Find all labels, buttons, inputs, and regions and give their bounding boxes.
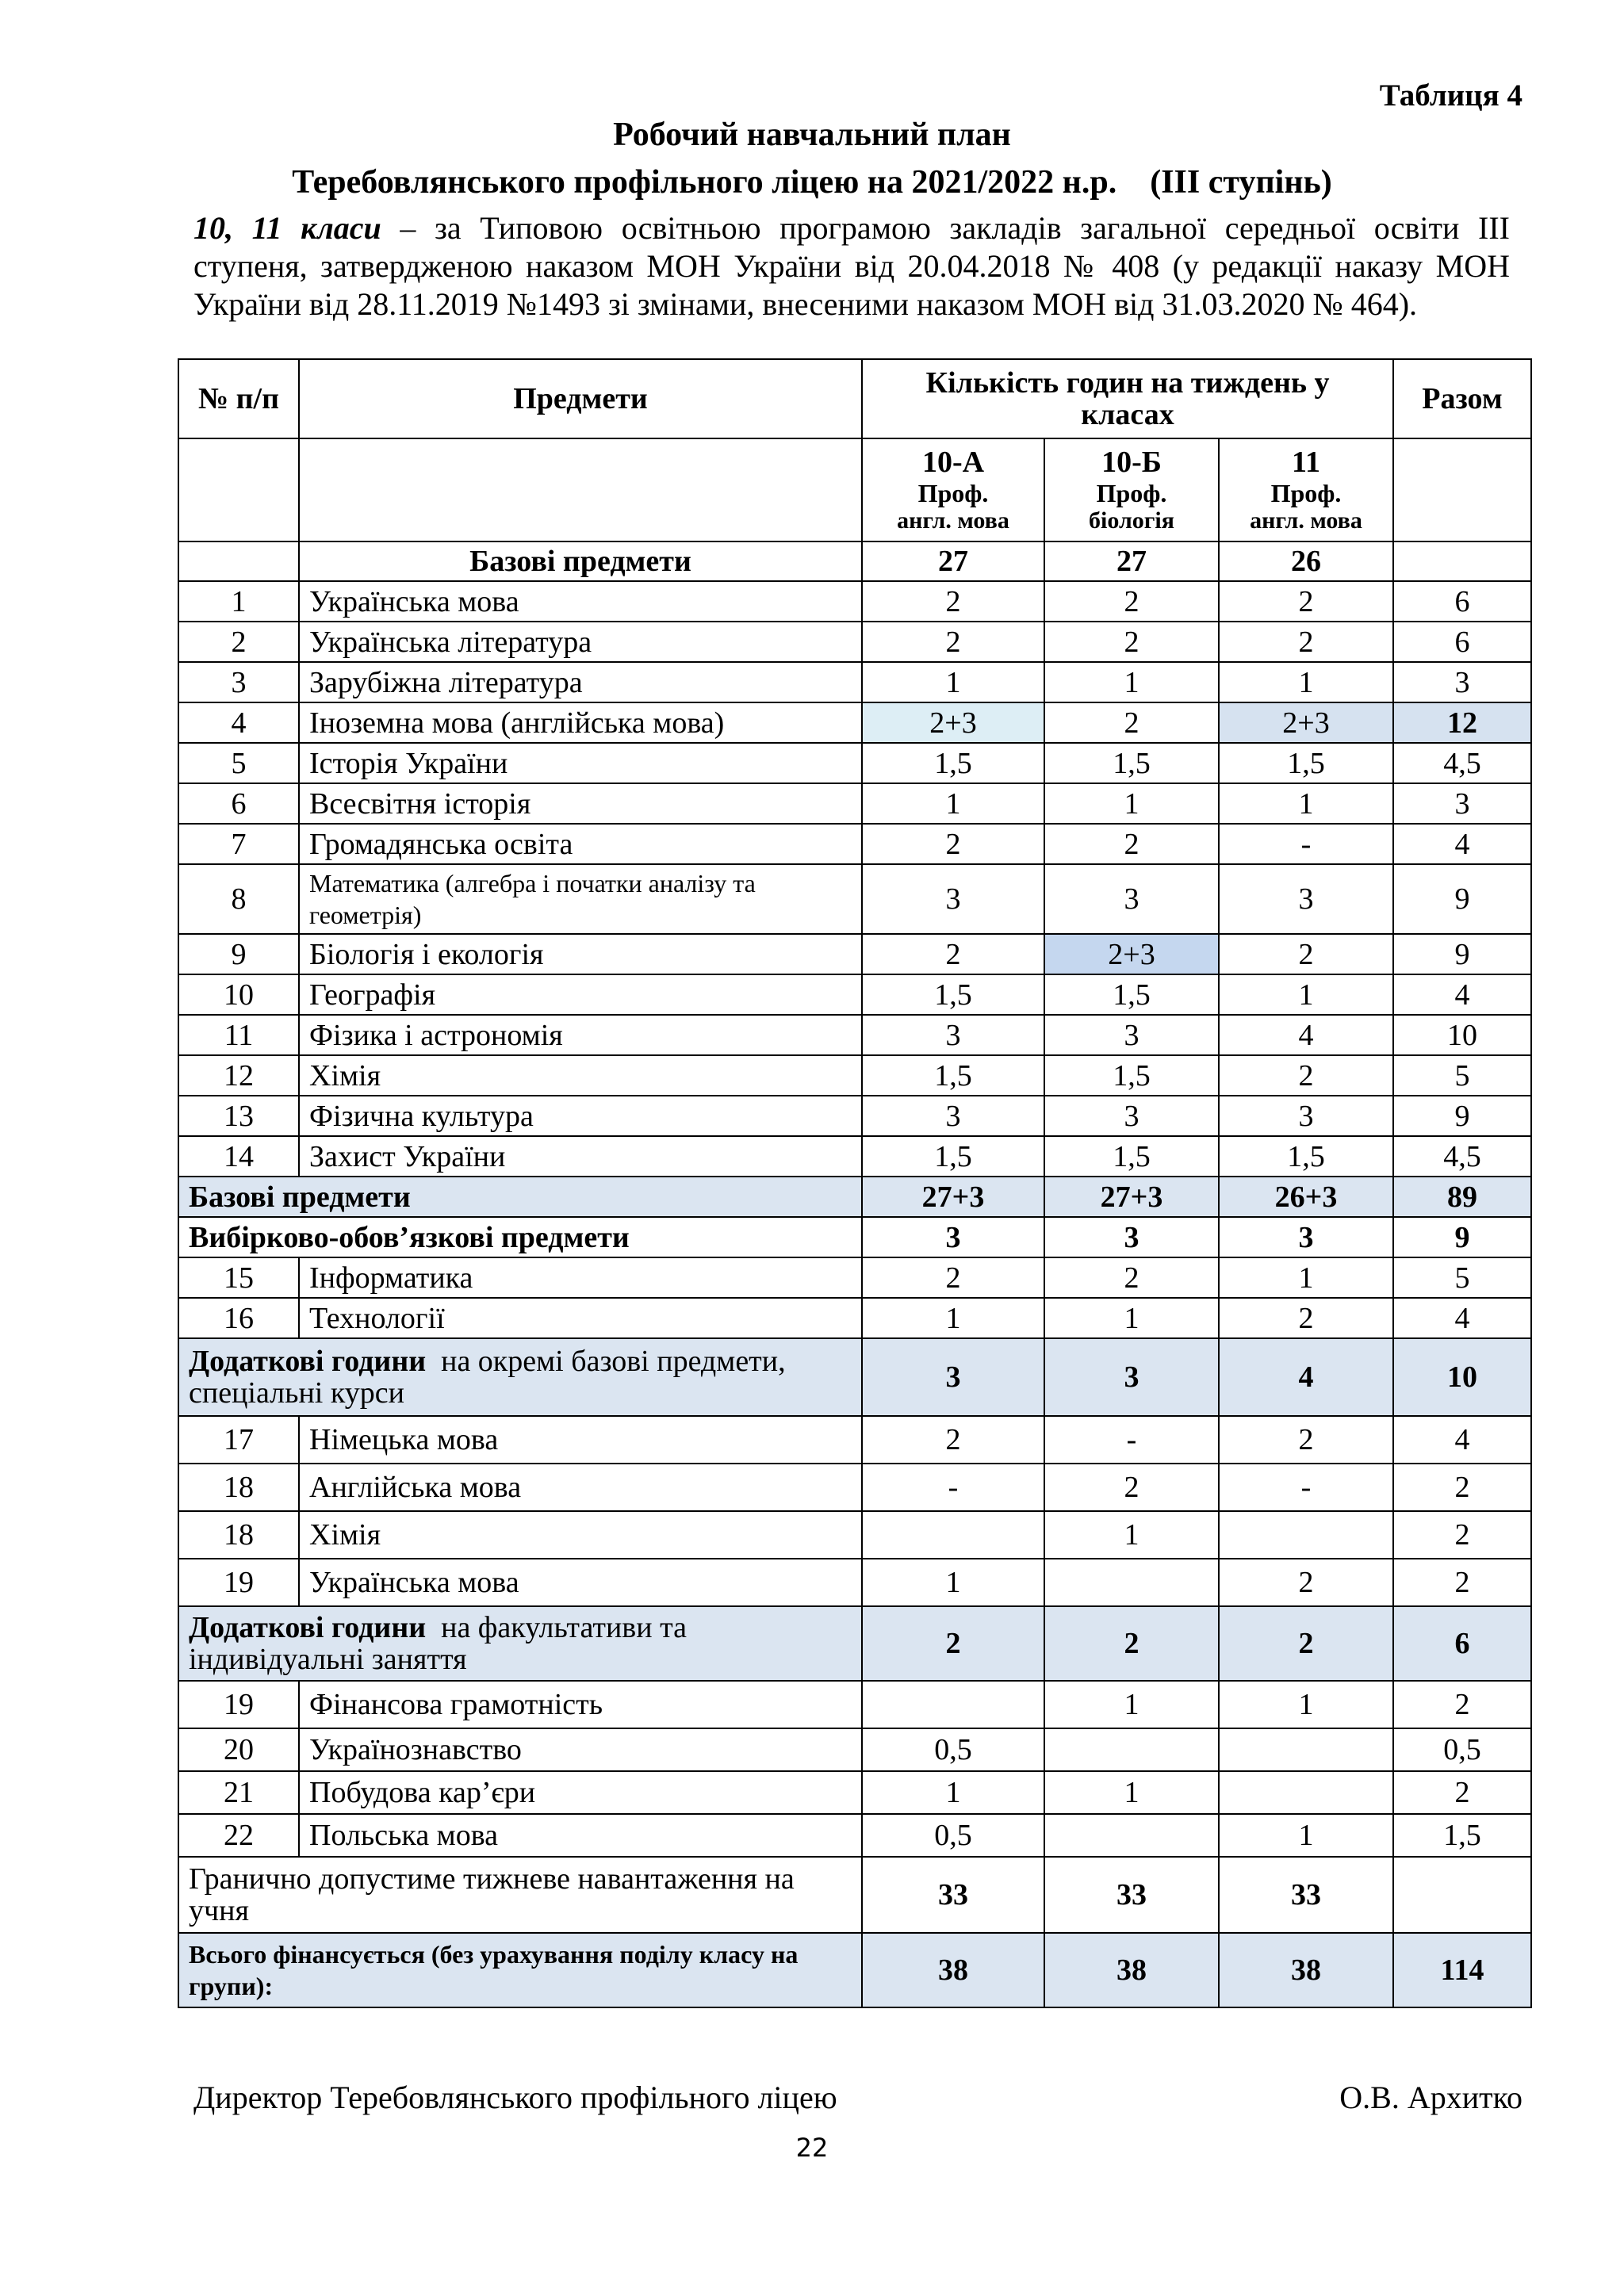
hours-10a: 1 [862,1771,1044,1814]
intro-paragraph [193,209,1510,323]
hours-total: 2 [1393,1771,1531,1814]
hours-11: 38 [1219,1933,1393,2007]
hours-total: 0,5 [1393,1728,1531,1771]
hours-total: 5 [1393,1055,1531,1096]
hours-11: 1 [1219,1681,1393,1728]
hours-10b: 1,5 [1044,974,1219,1015]
max-load-row [178,1857,1531,1933]
subject-row [178,1681,1531,1728]
subject-row [178,1298,1531,1338]
class-10b: 10-Б Проф. біологія [1044,438,1219,541]
subject-name: Технології [299,1298,862,1338]
subject-name: Інформатика [299,1257,862,1298]
document-subtitle: Теребовлянського профільного ліцею на 2021/2022 н.р. (ІІІ ступінь) [292,164,1332,201]
hours-10a: 33 [862,1857,1044,1933]
row-number: 4 [178,702,299,743]
hours-10a: 27+3 [862,1177,1044,1217]
hours-10a: 38 [862,1933,1044,2007]
hours-10a: 2 [862,581,1044,622]
max-load-label: Гранично допустиме тижневе навантаження на учня [178,1857,862,1933]
subject-name: Біологія і екологія [299,934,862,974]
hours-10a: 1,5 [862,1136,1044,1177]
hours-total: 2 [1393,1511,1531,1559]
hours-10a: 2 [862,824,1044,864]
subject-name: Українська література [299,622,862,662]
row-number: 22 [178,1814,299,1857]
hours-11 [1219,1511,1393,1559]
hours-total: 9 [1393,1096,1531,1136]
hours-11: 2 [1219,1055,1393,1096]
subject-name: Громадянська освіта [299,824,862,864]
subject-row [178,743,1531,783]
hours-11: 2 [1219,1298,1393,1338]
hours-11: 26+3 [1219,1177,1393,1217]
class-10a: 10-А Проф. англ. мова [862,438,1044,541]
hours-11: 1 [1219,783,1393,824]
hours-total: 6 [1393,581,1531,622]
additional-hours-row [178,1338,1531,1416]
hours-10a: 1,5 [862,1055,1044,1096]
hours-11: 4 [1219,1015,1393,1055]
hours-11: 3 [1219,1217,1393,1257]
hours-total: 2 [1393,1681,1531,1728]
subject-row [178,934,1531,974]
hours-11: 1 [1219,1814,1393,1857]
subject-row [178,662,1531,702]
hours-10b: 2 [1044,1464,1219,1511]
class-11: 11 Проф. англ. мова [1219,438,1393,541]
row-number: 21 [178,1771,299,1814]
subject-name: Всесвітня історія [299,783,862,824]
hours-total: 1,5 [1393,1814,1531,1857]
hours-10b: 2 [1044,824,1219,864]
hours-10a: 1 [862,662,1044,702]
hours-10a: 1 [862,1559,1044,1606]
row-number: 19 [178,1559,299,1606]
hours-10b: 1 [1044,1511,1219,1559]
subject-name: Зарубіжна література [299,662,862,702]
hours-11: 1 [1219,662,1393,702]
row-number: 19 [178,1681,299,1728]
financed-label: Всього фінансується (без урахування поділу класу на групи): [178,1933,862,2007]
hours-10a: 3 [862,864,1044,934]
hours-10b: 33 [1044,1857,1219,1933]
hours-10b: 2 [1044,1257,1219,1298]
hours-total: 12 [1393,702,1531,743]
subject-row [178,1257,1531,1298]
hours-total: 5 [1393,1257,1531,1298]
subject-row [178,783,1531,824]
subject-row [178,864,1531,934]
subject-row [178,1136,1531,1177]
subject-name: Українознавство [299,1728,862,1771]
hours-11: 1 [1219,1257,1393,1298]
hours-10a: 3 [862,1217,1044,1257]
subject-name: Англійська мова [299,1464,862,1511]
page-number: 22 [795,2133,829,2163]
subject-row [178,824,1531,864]
hours-10a: 3 [862,1096,1044,1136]
hours-10a: 1,5 [862,743,1044,783]
base-total-row-label: Базові предмети [178,1177,862,1217]
subject-row [178,1771,1531,1814]
subject-row [178,1096,1531,1136]
hours-10b [1044,1728,1219,1771]
hours-10a: 2 [862,1257,1044,1298]
hours-total: 4 [1393,1416,1531,1464]
subject-name: Українська мова [299,581,862,622]
subject-row [178,1559,1531,1606]
subject-row [178,581,1531,622]
base-subjects-header-row: Базові предмети 27 27 26 [178,541,1531,581]
hours-10a: 0,5 [862,1728,1044,1771]
empty-cell [1393,541,1531,581]
hours-11: 1,5 [1219,743,1393,783]
hours-10a: 2 [862,934,1044,974]
subject-name: Фінансова грамотність [299,1681,862,1728]
header-total: Разом [1393,359,1531,438]
hours-total: 6 [1393,1606,1531,1681]
hours-10b: 1 [1044,662,1219,702]
hours-total: 4,5 [1393,743,1531,783]
table-number: Таблиця 4 [1379,78,1522,113]
hours-11: 2 [1219,1606,1393,1681]
subject-row [178,1055,1531,1096]
hours-total: 4 [1393,1298,1531,1338]
hours-total: 4 [1393,824,1531,864]
empty-cell [299,438,862,541]
hours-10a: 3 [862,1338,1044,1416]
row-number: 1 [178,581,299,622]
hours-10b: 2 [1044,1606,1219,1681]
row-number: 7 [178,824,299,864]
hours-10b: 2+3 [1044,934,1219,974]
subject-row [178,1814,1531,1857]
row-number: 14 [178,1136,299,1177]
hours-10b: 1,5 [1044,743,1219,783]
header-row [178,359,1531,438]
hours-11: 3 [1219,1096,1393,1136]
subject-name: Історія України [299,743,862,783]
intro-line-1: 10, 11 класи – за Типовою освітньою програмою закладів загальної середньої освіти ІІІ [193,210,1510,246]
hours-10a: 2 [862,622,1044,662]
hours-10b: 2 [1044,581,1219,622]
row-number: 18 [178,1511,299,1559]
row-number: 8 [178,864,299,934]
subject-name: Іноземна мова (англійська мова) [299,702,862,743]
hours-total: 6 [1393,622,1531,662]
hours-10b: 1 [1044,1771,1219,1814]
hours-10b: 2 [1044,702,1219,743]
row-number: 15 [178,1257,299,1298]
hours-10b: 1,5 [1044,1055,1219,1096]
hours-total: 3 [1393,783,1531,824]
optional-hours-row [178,1606,1531,1681]
row-number: 12 [178,1055,299,1096]
row-number: 13 [178,1096,299,1136]
hours-total [1393,1857,1531,1933]
hours-10b [1044,1814,1219,1857]
row-number: 3 [178,662,299,702]
empty-cell [1393,438,1531,541]
hours-10b: 3 [1044,864,1219,934]
hours-11: 4 [1219,1338,1393,1416]
subject-name: Фізична культура [299,1096,862,1136]
hours-10b [1044,1559,1219,1606]
subject-name: Хімія [299,1055,862,1096]
row-number: 18 [178,1464,299,1511]
hours-10b: 1,5 [1044,1136,1219,1177]
row-number: 5 [178,743,299,783]
hours-total: 114 [1393,1933,1531,2007]
hours-11: 2 [1219,1416,1393,1464]
hours-10b: 1 [1044,1298,1219,1338]
subject-name: Математика (алгебра і початки аналізу та геометрія) [299,864,862,934]
hours-10b: - [1044,1416,1219,1464]
hours-11 [1219,1728,1393,1771]
hours-10a: 3 [862,1015,1044,1055]
hours-10b: 3 [1044,1338,1219,1416]
row-number: 11 [178,1015,299,1055]
hours-total: 89 [1393,1177,1531,1217]
base-label: Базові предмети [299,541,862,581]
hours-11: - [1219,824,1393,864]
hours-10b: 1 [1044,783,1219,824]
hours-11: - [1219,1464,1393,1511]
hours-10a [862,1511,1044,1559]
hours-10a: 1 [862,1298,1044,1338]
subject-row [178,1511,1531,1559]
empty-cell [178,541,299,581]
subject-row [178,1728,1531,1771]
hours-11: 1 [1219,974,1393,1015]
hours-10b: 3 [1044,1096,1219,1136]
hours-10b: 38 [1044,1933,1219,2007]
hours-total: 4 [1393,974,1531,1015]
intro-line-2: ступеня, затвердженою наказом МОН України від 20.04.2018 № 408 (у редакції наказу МОН [193,248,1510,284]
hours-10a: 2+3 [862,702,1044,743]
hours-11: 3 [1219,864,1393,934]
row-number: 16 [178,1298,299,1338]
subject-name: Німецька мова [299,1416,862,1464]
header-num: № п/п [178,359,299,438]
hours-10a: 0,5 [862,1814,1044,1857]
hours-11: 1,5 [1219,1136,1393,1177]
hours-10a [862,1681,1044,1728]
hours-total: 2 [1393,1559,1531,1606]
subject-row [178,1015,1531,1055]
hours-11: 33 [1219,1857,1393,1933]
hours-11: 2 [1219,581,1393,622]
hours-10a: 1 [862,783,1044,824]
hours-11 [1219,1771,1393,1814]
optional-hours-row-label: Додаткові години на факультативи та індивідуальні заняття [178,1606,862,1681]
hours-total: 9 [1393,934,1531,974]
intro-line-3: України від 28.11.2019 №1493 зі змінами, внесеними наказом МОН від 31.03.2020 № 464). [193,286,1418,322]
row-number: 9 [178,934,299,974]
header-subjects: Предмети [299,359,862,438]
elective-row-label: Вибірково-обов’язкові предмети [178,1217,862,1257]
hours-10b: 1 [1044,1681,1219,1728]
financed-row [178,1933,1531,2007]
empty-cell [178,438,299,541]
subject-name: Географія [299,974,862,1015]
intro-classes: 10, 11 класи [193,210,381,246]
subject-name: Українська мова [299,1559,862,1606]
subject-name: Польська мова [299,1814,862,1857]
additional-hours-row-label: Додаткові години на окремі базові предмети, спеціальні курси [178,1338,862,1416]
hours-total: 4,5 [1393,1136,1531,1177]
hours-11: 2+3 [1219,702,1393,743]
hours-total: 3 [1393,662,1531,702]
hours-total: 10 [1393,1338,1531,1416]
elective-row [178,1217,1531,1257]
hours-11: 2 [1219,1559,1393,1606]
hours-total: 10 [1393,1015,1531,1055]
hours-11: 2 [1219,622,1393,662]
curriculum-table [178,358,1532,2008]
subject-row [178,702,1531,743]
hours-10a: - [862,1464,1044,1511]
subject-name: Побудова кар’єри [299,1771,862,1814]
hours-10b: 3 [1044,1015,1219,1055]
hours-10b: 3 [1044,1217,1219,1257]
header-classes-row [178,438,1531,541]
row-number: 6 [178,783,299,824]
hours-10a: 2 [862,1606,1044,1681]
row-number: 17 [178,1416,299,1464]
hours-11: 2 [1219,934,1393,974]
subject-name: Хімія [299,1511,862,1559]
hours-10a: 1,5 [862,974,1044,1015]
hours-10b: 2 [1044,622,1219,662]
row-number: 2 [178,622,299,662]
hours-10b: 27+3 [1044,1177,1219,1217]
hours-total: 9 [1393,1217,1531,1257]
document-title: Робочий навчальний план [613,117,1011,153]
subject-row [178,1464,1531,1511]
hours-total: 9 [1393,864,1531,934]
director-name: О.В. Архитко [1339,2080,1522,2115]
subject-row [178,974,1531,1015]
base-total-row [178,1177,1531,1217]
row-number: 20 [178,1728,299,1771]
header-hours: Кількість годин на тиждень у класах [862,359,1393,438]
row-number: 10 [178,974,299,1015]
subject-row [178,1416,1531,1464]
director-title: Директор Теребовлянського профільного ліцею [193,2080,837,2115]
subject-name: Фізика і астрономія [299,1015,862,1055]
subject-name: Захист України [299,1136,862,1177]
subject-row [178,622,1531,662]
hours-total: 2 [1393,1464,1531,1511]
hours-10a: 2 [862,1416,1044,1464]
